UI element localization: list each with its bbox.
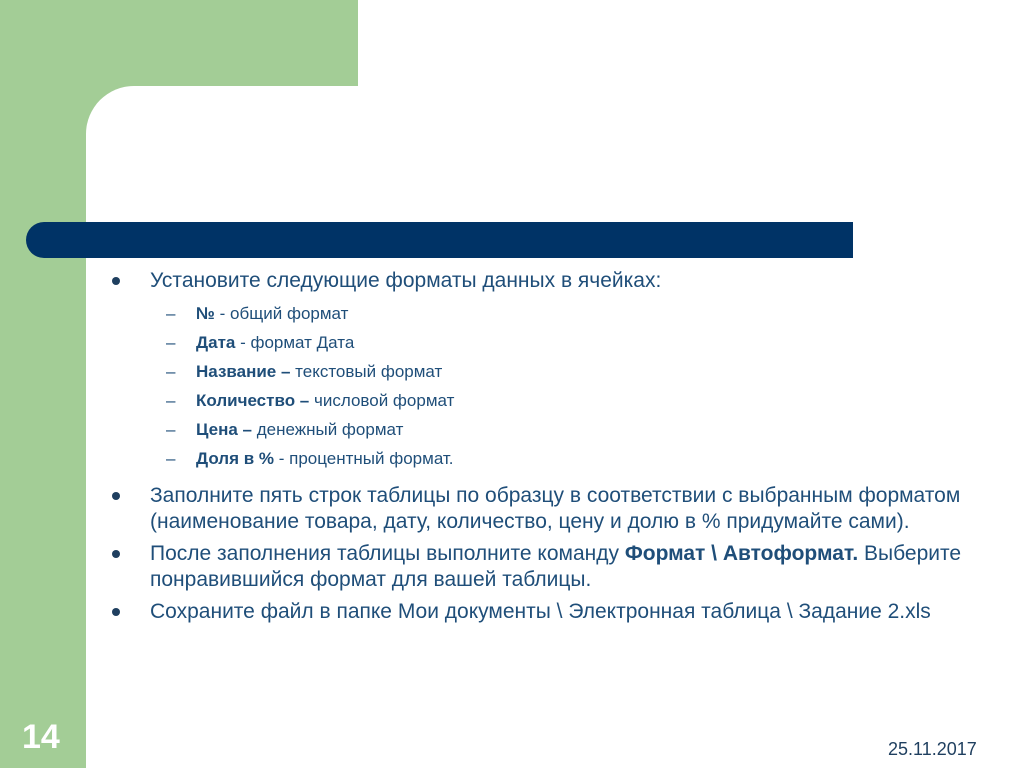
slide-background-top bbox=[358, 0, 1024, 86]
slide-number: 14 bbox=[22, 718, 60, 756]
dash-icon: – bbox=[166, 420, 176, 439]
format-desc: денежный формат bbox=[251, 420, 404, 439]
format-desc: числовой формат bbox=[309, 391, 455, 410]
format-desc: - процентный формат. bbox=[274, 449, 454, 468]
format-field: Количество – bbox=[196, 391, 310, 410]
format-desc: - общий формат bbox=[214, 304, 349, 323]
bullet-dot-icon bbox=[112, 492, 120, 500]
bullet-text: Установите следующие форматы данных в ячейках: bbox=[150, 269, 662, 292]
format-field: Название – bbox=[196, 362, 291, 381]
format-item bbox=[112, 304, 972, 324]
dash-icon: – bbox=[166, 449, 176, 468]
bullet-dot-icon bbox=[112, 550, 120, 558]
format-list bbox=[112, 304, 972, 469]
format-field: № bbox=[196, 304, 215, 323]
title-bar bbox=[26, 222, 853, 258]
format-item bbox=[112, 420, 972, 440]
bullet-dot-icon bbox=[112, 277, 120, 285]
bullet-item bbox=[112, 483, 972, 535]
bullet-item bbox=[112, 599, 972, 625]
format-item bbox=[112, 362, 972, 382]
format-field: Дата bbox=[196, 333, 236, 352]
bullet-text: Заполните пять строк таблицы по образцу в соответствии с выбранным форматом (наименование товара, дату, количество, цену и долю в % придумайте сами). bbox=[150, 484, 961, 533]
format-item bbox=[112, 333, 972, 353]
format-field: Цена – bbox=[196, 420, 252, 439]
format-desc: текстовый формат bbox=[290, 362, 443, 381]
bullet-text-pre: После заполнения таблицы выполните команду bbox=[150, 542, 625, 565]
dash-icon: – bbox=[166, 333, 176, 352]
bullet-dot-icon bbox=[112, 608, 120, 616]
bullet-item bbox=[112, 541, 972, 593]
dash-icon: – bbox=[166, 391, 176, 410]
bullet-text-post: Выберите понравившийся формат для вашей таблицы. bbox=[150, 542, 962, 591]
bullet-text: Сохраните файл в папке Мои документы \ Электронная таблица \ Задание 2.xls bbox=[150, 600, 931, 623]
command-name: Формат \ Автоформат. bbox=[624, 542, 859, 565]
slide-content bbox=[112, 268, 972, 631]
bullet-item bbox=[112, 268, 972, 294]
slide-date: 25.11.2017 bbox=[888, 739, 977, 759]
dash-icon: – bbox=[166, 304, 176, 323]
format-field: Доля в % bbox=[196, 449, 275, 468]
format-desc: - формат Дата bbox=[235, 333, 355, 352]
dash-icon: – bbox=[166, 362, 176, 381]
format-item bbox=[112, 449, 972, 469]
format-item bbox=[112, 391, 972, 411]
